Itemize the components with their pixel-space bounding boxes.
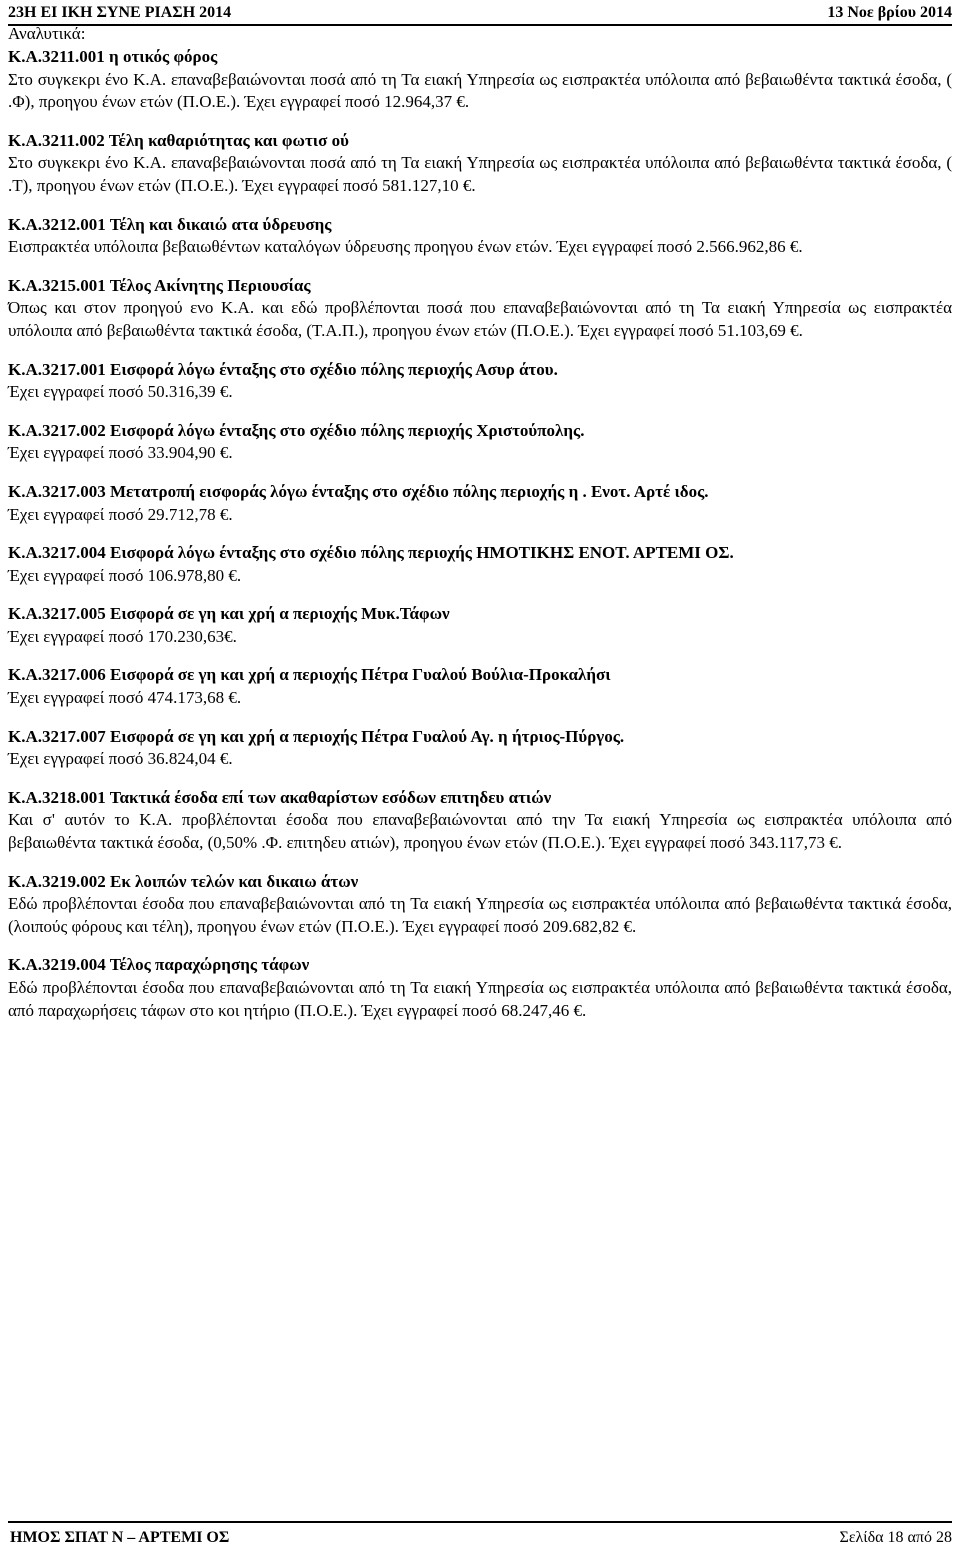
budget-section — [8, 420, 952, 465]
section-body: Έχει εγγραφεί ποσό 33.904,90 €. — [8, 443, 233, 463]
section-title: Κ.Α.3217.003 Μετατροπή εισφοράς λόγω ένταξης στο σχέδιο πόλης περιοχής η . Ενοτ. Αρτέ ιδος. — [8, 481, 709, 501]
section-body: Έχει εγγραφεί ποσό 106.978,80 €. — [8, 565, 242, 585]
budget-section — [8, 726, 952, 771]
section-title: Κ.Α.3217.002 Εισφορά λόγω ένταξης στο σχέδιο πόλης περιοχής Χριστούπολης. — [8, 420, 585, 440]
budget-section — [8, 871, 952, 939]
section-body: Έχει εγγραφεί ποσό 36.824,04 €. — [8, 749, 233, 769]
footer-municipality: ΗΜΟΣ ΣΠΑΤ Ν – ΑΡΤΕΜΙ ΟΣ — [10, 1529, 230, 1546]
intro-label: Αναλυτικά: — [8, 24, 86, 43]
budget-section — [8, 603, 952, 648]
section-title: Κ.Α.3217.001 Εισφορά λόγω ένταξης στο σχέδιο πόλης περιοχής Ασυρ άτου. — [8, 359, 558, 379]
budget-section — [8, 275, 952, 343]
budget-section — [8, 954, 952, 1022]
section-body: Έχει εγγραφεί ποσό 474.173,68 €. — [8, 688, 242, 708]
header-meeting-title: 23Η ΕΙ ΙΚΗ ΣΥΝΕ ΡΙΑΣΗ 2014 — [8, 4, 232, 21]
budget-section — [8, 481, 952, 526]
section-body: Έχει εγγραφεί ποσό 50.316,39 €. — [8, 382, 233, 402]
page-footer — [8, 1521, 952, 1551]
document-body — [8, 46, 952, 1038]
section-body: Έχει εγγραφεί ποσό 29.712,78 €. — [8, 504, 233, 524]
section-title: Κ.Α.3215.001 Τέλος Ακίνητης Περιουσίας — [8, 275, 311, 295]
section-body: Εισπρακτέα υπόλοιπα βεβαιωθέντων καταλόγων ύδρευσης προηγου ένων ετών. Έχει εγγραφεί ποσό 2.566.962,86 €. — [8, 237, 803, 257]
section-body: Έχει εγγραφεί ποσό 170.230,63€. — [8, 626, 237, 646]
section-body: Εδώ προβλέπονται έσοδα που επαναβεβαιώνονται από τη Τα ειακή Υπηρεσία ως εισπρακτέα υπόλοιπα από βεβαιωθέντα τακτικά έσοδα, από παραχωρήσεις τάφων στο κοι ητήριο (Π.Ο.Ε.). Έχει εγγραφεί ποσό 68.247,46 €. — [8, 978, 952, 1020]
section-title: Κ.Α.3217.006 Εισφορά σε γη και χρή α περιοχής Πέτρα Γυαλού Βούλια-Προκαλήσι — [8, 665, 611, 685]
section-title: Κ.Α.3217.004 Εισφορά λόγω ένταξης στο σχέδιο πόλης περιοχής ΗΜΟΤΙΚΗΣ ΕΝΟΤ. ΑΡΤΕΜΙ ΟΣ. — [8, 543, 734, 563]
footer-page-number: Σελίδα 18 από 28 — [839, 1529, 952, 1546]
budget-section — [8, 664, 952, 709]
section-body: Όπως και στον προηγού ενο Κ.Α. και εδώ προβλέπονται ποσά που επαναβεβαιώνονται από τη Τα ειακή Υπηρεσία ως εισπρακτέα υπόλοιπα από βεβαιωθέντα τακτικά έσοδα, (Τ.Α.Π.), προηγου ένων ετών (Π.Ο.Ε.). Έχει εγγραφεί ποσό 51.103,69 €. — [8, 298, 952, 340]
budget-section — [8, 46, 952, 114]
section-body: Εδώ προβλέπονται έσοδα που επαναβεβαιώνονται από τη Τα ειακή Υπηρεσία ως εισπρακτέα υπόλοιπα από βεβαιωθέντα τακτικά έσοδα, (λοιπούς φόρους και τέλη), προηγου ένων ετών (Π.Ο.Ε.). Έχει εγγραφεί ποσό 209.682,82 €. — [8, 894, 952, 936]
budget-section — [8, 130, 952, 198]
section-title: Κ.Α.3211.001 η οτικός φόρος — [8, 47, 218, 66]
budget-section — [8, 359, 952, 404]
section-body: Στο συγκεκρι ένο Κ.Α. επαναβεβαιώνονται ποσά από τη Τα ειακή Υπηρεσία ως εισπρακτέα υπόλοιπα από βεβαιωθέντα τακτικά έσοδα, ( .Τ), προηγου ένων ετών (Π.Ο.Ε.). Έχει εγγραφεί ποσό 581.127,10 €. — [8, 153, 952, 195]
section-title: Κ.Α.3219.002 Εκ λοιπών τελών και δικαιω άτων — [8, 871, 359, 891]
section-title: Κ.Α.3211.002 Τέλη καθαριότητας και φωτισ ού — [8, 130, 349, 150]
section-body: Και σ' αυτόν το Κ.Α. προβλέπονται έσοδα που επαναβεβαιώνονται από την Τα ειακή Υπηρεσία ως εισπρακτέα υπόλοιπα από βεβαιωθέντα τακτικά έσοδα, (0,50% .Φ. επιτηδευ ατιών), προηγου ένων ετών (Π.Ο.Ε.). Έχει εγγραφεί ποσό 343.117,73 €. — [8, 810, 952, 853]
section-title: Κ.Α.3219.004 Τέλος παραχώρησης τάφων — [8, 955, 310, 975]
section-title: Κ.Α.3212.001 Τέλη και δικαιώ ατα ύδρευσης — [8, 214, 332, 234]
page-header — [8, 2, 952, 26]
budget-section — [8, 214, 952, 259]
section-body: Στο συγκεκρι ένο Κ.Α. επαναβεβαιώνονται ποσά από τη Τα ειακή Υπηρεσία ως εισπρακτέα υπόλοιπα από βεβαιωθέντα τακτικά έσοδα, ( .Φ), προηγου ένων ετών (Π.Ο.Ε.). Έχει εγγραφεί ποσό 12.964,37 €. — [8, 69, 952, 112]
header-date: 13 Νοε βρίου 2014 — [827, 4, 952, 21]
section-title: Κ.Α.3217.007 Εισφορά σε γη και χρή α περιοχής Πέτρα Γυαλού Αγ. η ήτριος-Πύργος. — [8, 726, 625, 746]
section-title: Κ.Α.3217.005 Εισφορά σε γη και χρή α περιοχής Μυκ.Τάφων — [8, 604, 450, 624]
section-title: Κ.Α.3218.001 Τακτικά έσοδα επί των ακαθαρίστων εσόδων επιτηδευ ατιών — [8, 787, 552, 807]
budget-section — [8, 542, 952, 587]
budget-section — [8, 787, 952, 855]
